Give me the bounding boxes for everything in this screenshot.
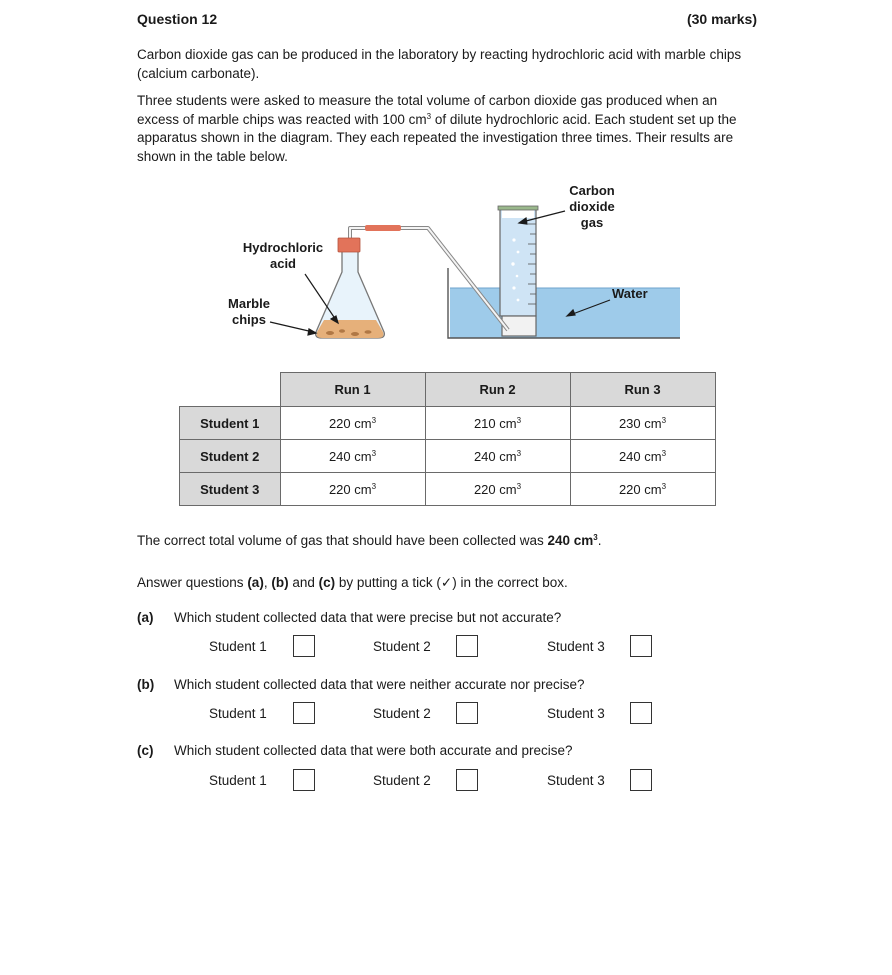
label-gas: gas [580,215,604,230]
label-acid: acid [269,256,297,271]
rubber-tubing [365,225,401,231]
tick-box-a-student-3[interactable] [630,635,652,657]
table-row [180,473,716,506]
label-dioxide: dioxide [569,199,615,214]
question-number: Question 12 [137,11,218,27]
table-cell: 240 $cm^3$ [425,440,570,473]
question-marks: (30 marks) [686,11,757,27]
intro-superscript: 3 [426,111,432,121]
option-label: Student 3 [547,706,605,721]
question-label: (c) [137,743,154,758]
option-label: Student 3 [547,773,605,788]
tick-box-a-student-2[interactable] [456,635,478,657]
option-label: Student 2 [373,639,431,654]
intro-paragraph-2 [137,92,757,166]
row-header: Student 3 [180,473,281,506]
table-row [180,440,716,473]
question-header [137,11,757,27]
intro-text-after: of dilute hydrochloric acid. Each student set up the apparatus shown in the diagram. They each repeated the investigation three times. Their results are shown in the table below. [137,111,737,164]
option-label: Student 1 [209,639,267,654]
water-trough [448,268,680,338]
measuring-cylinder [498,206,538,336]
table-cell: 220 $cm^3$ [280,407,425,440]
table-cell: 230 $cm^3$ [570,407,715,440]
column-header: Run 1 [280,373,425,407]
row-header: Student 2 [180,440,281,473]
tick-box-c-student-1[interactable] [293,769,315,791]
option-label: Student 2 [373,706,431,721]
results-table [179,372,716,506]
question-text: Which student collected data that were precise but not accurate? [174,610,562,625]
question-label: (b) [137,677,155,692]
flask-stopper [338,238,360,252]
table-cell: 220 $cm^3$ [570,473,715,506]
conical-flask [316,238,385,338]
table-row [180,407,716,440]
tick-box-b-student-3[interactable] [630,702,652,724]
correct-volume-value: 240 $cm^3$ [547,533,598,548]
correct-volume-text: The correct total volume of gas that should have been collected was [137,533,548,548]
tick-box-b-student-1[interactable] [293,702,315,724]
column-header: Run 2 [425,373,570,407]
question-text: Which student collected data that were neither accurate nor precise? [174,677,585,692]
gas-space [502,210,534,218]
intro-text-before: Three students were asked to measure the total volume of carbon dioxide gas produced when an excess of marble chips was reacted with 100 cm [137,93,718,127]
option-label: Student 3 [547,639,605,654]
tick-box-c-student-2[interactable] [456,769,478,791]
option-label: Student 1 [209,706,267,721]
tick-box-a-student-1[interactable] [293,635,315,657]
intro-paragraph-1: Carbon dioxide gas can be produced in the laboratory by reacting hydrochloric acid with marble chips (calcium carbonate). [137,47,742,81]
option-label: Student 1 [209,773,267,788]
cylinder-top [498,206,538,210]
table-header-row [180,373,716,407]
column-header: Run 3 [570,373,715,407]
question-label: (a) [137,610,154,625]
label-water: Water [612,286,648,301]
label-chips: chips [232,312,266,327]
option-label: Student 2 [373,773,431,788]
answer-instruction: Answer questions (a), (b) and (c) by putting a tick (✓) in the correct box. [137,575,568,590]
table-cell: 240 $cm^3$ [280,440,425,473]
label-marble: Marble [228,296,270,311]
apparatus-diagram [210,180,680,350]
correct-volume-statement: The correct total volume of gas that should have been collected was 240 $cm^3$. [137,533,602,548]
marble-chips-layer [317,320,384,338]
label-carbon: Carbon [569,183,615,198]
table-cell: 220 $cm^3$ [280,473,425,506]
table-corner [180,373,281,407]
table-cell: 240 $cm^3$ [570,440,715,473]
label-hydrochloric: Hydrochloric [242,240,324,255]
question-text: Which student collected data that were both accurate and precise? [174,743,573,758]
tick-box-b-student-2[interactable] [456,702,478,724]
table-cell: 220 $cm^3$ [425,473,570,506]
tick-box-c-student-3[interactable] [630,769,652,791]
table-cell: 210 $cm^3$ [425,407,570,440]
row-header: Student 1 [180,407,281,440]
